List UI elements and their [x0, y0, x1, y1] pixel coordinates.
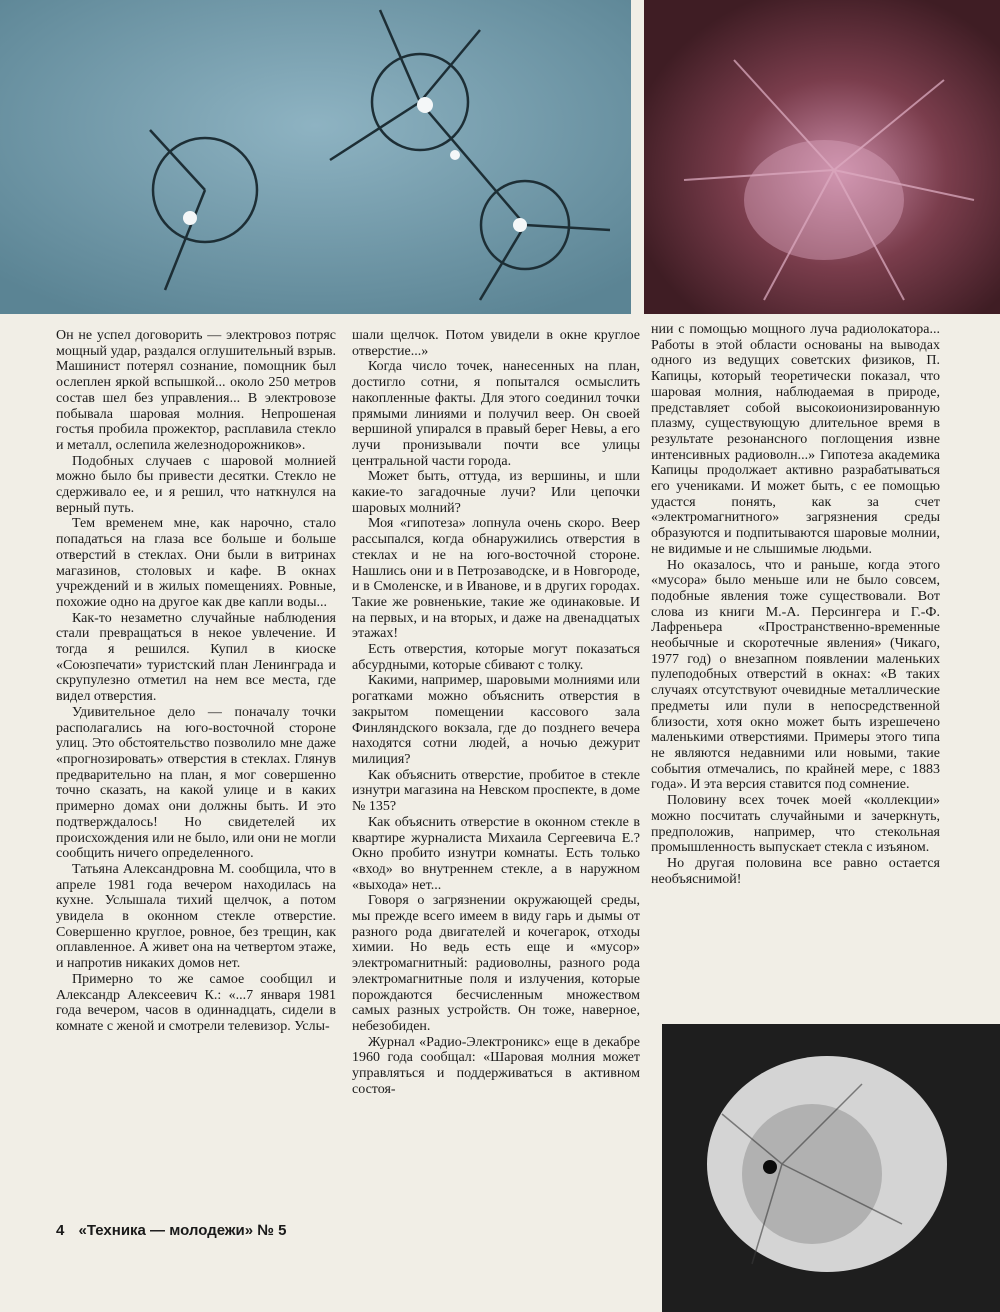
text-column-1: [56, 328, 336, 1233]
text-column-3: [651, 322, 940, 1022]
ball-lightning-photo-blue: [0, 0, 631, 314]
paragraph: Татьяна Александровна М. сообщила, что в апреле 1981 года вечером находилась на кухне. Услышала тихий щелчок, а потом увидела в оконном стекле отверстие. Совершенно круглое, ровное, без трещин, как оплавленное. А живет она на четвертом этаже, и напротив никаких домов нет.: [56, 861, 336, 972]
paragraph: Журнал «Радио-Электроникс» еще в декабре 1960 года сообщал: «Шаровая молния может управляться и поддерживаться в активном состоя-: [352, 1034, 640, 1097]
paragraph: Но оказалось, что и раньше, когда этого «мусора» было меньше или не было совсем, подобные явления тоже существовали. Вот слова из книги М.-А. Персингера и Г.-Ф. Лафреньера «Пространственно-временные необычные и скоротечные явления» (Чикаго, 1977 год) о внезапном появлении маленьких пулеподобных отверстий в окнах: «В таких случаях отсутствуют очевидные металлические предметы или пули в непосредственной близости, хотя окно может быть изрешечено маленькими отверстиями. Примеры этого типа не являются недавними или новыми, такие события отмечались, по крайней мере, с 1883 года». И эта версия ставится под сомнение.: [651, 557, 940, 793]
text-column-2: [352, 328, 640, 1213]
paragraph: Как объяснить отверстие в оконном стекле в квартире журналиста Михаила Сергеевича Е.? Окно пробито изнутри комнаты. Есть только «вход» во внутреннем стекле, а в наружном «выхода» нет...: [352, 814, 640, 893]
paragraph: Есть отверстия, которые могут показаться абсурдными, которые сбивают с толку.: [352, 642, 640, 673]
paragraph: Когда число точек, нанесенных на план, достигло сотни, я попытался осмыслить накопленные факты. Для этого соединил точки прямыми линиями и получил веер. Он своей вершиной упирался в правый берег Невы, а его лучи пронизывали почти все улицы центральной части города.: [352, 359, 640, 469]
ball-lightning-photo-pink: [644, 0, 1000, 314]
paragraph: нии с помощью мощного луча радиолокатора... Работы в этой области основаны на выводах одного из ведущих советских физиков, П. Капицы, который теоретически показал, что шаровая молния, наблюдаемая в природе, представляет собой высокоионизированную плазму, существующую длительное время в результате резонансного поглощения извне интенсивных радиоволн...» Гипотеза академика Капицы продолжает активно разрабатываться его учениками. И может быть, с ее помощью удастся понять, как за счет «электромагнитного» загрязнения среды образуются и подпитываются шаровые молнии, не видимые и не слышимые людьми.: [651, 322, 940, 557]
paragraph: шали щелчок. Потом увидели в окне круглое отверстие...»: [352, 328, 640, 359]
paragraph: Какими, например, шаровыми молниями или рогатками можно объяснить отверстия в закрытом помещении кассового зала Финляндского вокзала, где до позднего вечера находятся сотни людей, а ночью дежурит милиция?: [352, 673, 640, 767]
page-footer: [56, 1222, 356, 1239]
paragraph: Примерно то же самое сообщил и Александр Алексеевич К.: «...7 января 1981 года вечером, часов в одиннадцать, сидели в комнате с женой и смотрели телевизор. Услы-: [56, 971, 336, 1034]
paragraph: Моя «гипотеза» лопнула очень скоро. Веер рассыпался, когда обнаружились отверстия в стеклах и не на юго-восточной стороне. Нашлись они и в Петрозаводске, и в Новгороде, и в Смоленске, и в Иванове, и в других городах. Такие же ровненькие, такие же одинаковые. И на первых, и на вторых, и даже на двенадцатых этажах!: [352, 516, 640, 642]
page-number: 4: [56, 1222, 65, 1239]
paragraph: Может быть, оттуда, из вершины, и шли какие-то загадочные лучи? Или цепочки шаровых молний?: [352, 469, 640, 516]
paragraph: Говоря о загрязнении окружающей среды, мы прежде всего имеем в виду гарь и дымы от разного рода двигателей и кочегарок, отходы химии. Но ведь есть еще и «мусор» электромагнитный: радиоволны, разного рода электромагнитные поля и излучения, которые порождаются бесчисленным множеством самых разных устройств. Он тоже, наверное, небезобиден.: [352, 893, 640, 1034]
paragraph: Как объяснить отверстие, пробитое в стекле изнутри магазина на Невском проспекте, в доме № 135?: [352, 767, 640, 815]
paragraph: Подобных случаев с шаровой молнией можно было бы привести десятки. Стекло не сдерживало ее, и я решил, что наткнулся на верный путь.: [56, 453, 336, 516]
paragraph: Тем временем мне, как нарочно, стало попадаться на глаза все больше и больше отверстий в стеклах. Они были в витринах магазинов, столовых и кафе. В окнах учреждений и в жилых помещениях. Ровные, похожие одно на другое как две капли воды...: [56, 516, 336, 610]
paragraph: Удивительное дело — поначалу точки располагались на юго-восточной стороне улиц. Это обстоятельство позволило мне даже «прогнозировать» отверстия в стеклах. Глянув предварительно на план, я мог совершенно точно сказать, на какой улице и в каких примерно домах они должны быть. И это подтверждалось! Но свидетелей их происхождения или не было, или они не могли сообщить ничего определенного.: [56, 704, 336, 862]
glass-hole-photo-gray: [662, 1024, 1000, 1312]
paragraph: Половину всех точек моей «коллекции» можно посчитать случайными и зачеркнуть, предположив, например, что стекольная промышленность выпускает стекла с изъяном.: [651, 793, 940, 856]
paragraph: Он не успел договорить — электровоз потряс мощный удар, раздался оглушительный взрыв. Машинист потерял сознание, помощник был ослеплен яркой вспышкой... около 250 метров состав шел без управления... В электровозе побывала шаровая молния. Непрошеная гостья пробила прожектор, расплавила стекло и металл, ослепила железнодорожников».: [56, 328, 336, 453]
paragraph: Как-то незаметно случайные наблюдения стали превращаться в некое увлечение. И тогда я решился. Купил в киоске «Союзпечати» туристский план Ленинграда и скрупулезно отметил на нем все места, где видел отверстия.: [56, 610, 336, 705]
magazine-title: «Техника — молодежи» № 5: [78, 1222, 287, 1239]
paragraph: Но другая половина все равно остается необъяснимой!: [651, 855, 940, 887]
